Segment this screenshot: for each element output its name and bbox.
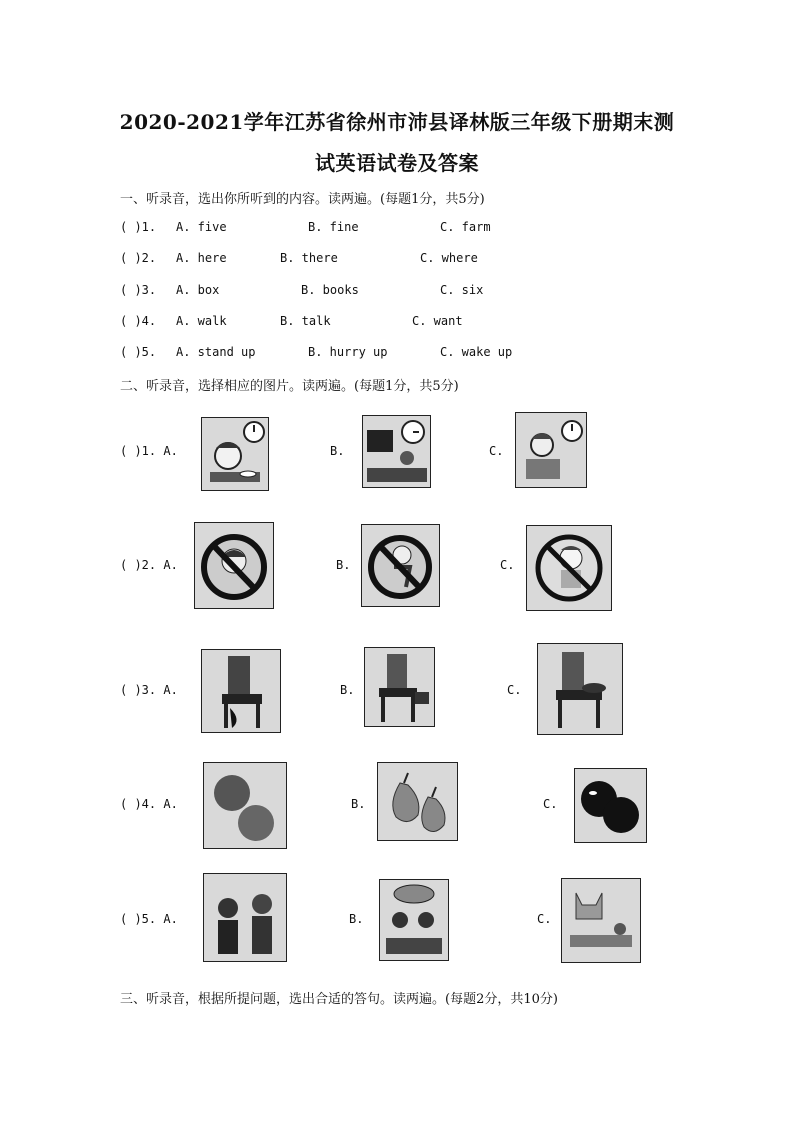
option-a: A. five	[176, 220, 227, 234]
no-girl-sign-image	[194, 522, 274, 609]
two-pears-image	[377, 762, 458, 841]
option-c: C. where	[420, 251, 478, 265]
child-eating-clock-image	[201, 417, 269, 491]
people-talking-image	[203, 873, 287, 962]
section2-question-3-prefix: ( )3. A.	[120, 683, 178, 697]
chair-with-bag-image	[201, 649, 281, 733]
child-sleeping-clock-image	[515, 412, 587, 488]
option-b: B. fine	[308, 220, 359, 234]
question-prefix: ( )2.	[120, 251, 157, 265]
question-prefix: ( )4.	[120, 314, 157, 328]
option-c-label: C.	[507, 683, 522, 697]
option-a: A. walk	[176, 314, 227, 328]
option-b-label: B.	[336, 558, 351, 572]
page-title: 2020-2021学年江苏省徐州市沛县译林版三年级下册期末测	[119, 110, 675, 134]
no-boy-sign-image	[526, 525, 612, 611]
section2-question-2-prefix: ( )2. A.	[120, 558, 178, 572]
section2-question-1-prefix: ( )1. A.	[120, 444, 178, 458]
option-b-label: B.	[349, 912, 364, 926]
option-b: B. there	[280, 251, 338, 265]
two-oranges-image	[203, 762, 287, 849]
option-c-label: C.	[500, 558, 515, 572]
no-boy-running-sign-image	[361, 524, 440, 607]
child-studying-clock-image	[362, 415, 431, 488]
option-a: A. stand up	[176, 345, 256, 359]
option-b: B. books	[301, 283, 359, 297]
option-b-label: B.	[330, 444, 345, 458]
option-c-label: C.	[537, 912, 552, 926]
option-b-label: B.	[351, 797, 366, 811]
question-prefix: ( )1.	[120, 220, 157, 234]
page-subtitle: 试英语试卷及答案	[315, 151, 479, 175]
family-dinner-image	[379, 879, 449, 961]
cat-at-table-image	[561, 878, 641, 963]
chair-with-cushion-image	[537, 643, 623, 735]
option-c: C. farm	[440, 220, 491, 234]
option-b-label: B.	[340, 683, 355, 697]
option-b: B. talk	[280, 314, 331, 328]
section2-heading: 二、听录音，选择相应的图片。读两遍。(每题1分，共5分)	[120, 379, 459, 394]
option-c: C. wake up	[440, 345, 513, 359]
option-b: B. hurry up	[308, 345, 388, 359]
section1-heading: 一、听录音，选出你所听到的内容。读两遍。(每题1分，共5分)	[120, 192, 485, 207]
option-c: C. want	[412, 314, 463, 328]
option-c-label: C.	[543, 797, 558, 811]
option-a: A. here	[176, 251, 227, 265]
option-c-label: C.	[489, 444, 504, 458]
section3-heading: 三、听录音，根据所提问题，选出合适的答句。读两遍。(每题2分，共10分)	[120, 992, 558, 1007]
question-prefix: ( )5.	[120, 345, 157, 359]
option-c: C. six	[440, 283, 484, 297]
question-prefix: ( )3.	[120, 283, 157, 297]
option-a: A. box	[176, 283, 220, 297]
section2-question-4-prefix: ( )4. A.	[120, 797, 178, 811]
section2-question-5-prefix: ( )5. A.	[120, 912, 178, 926]
chair-with-box-image	[364, 647, 435, 727]
two-apples-image	[574, 768, 647, 843]
